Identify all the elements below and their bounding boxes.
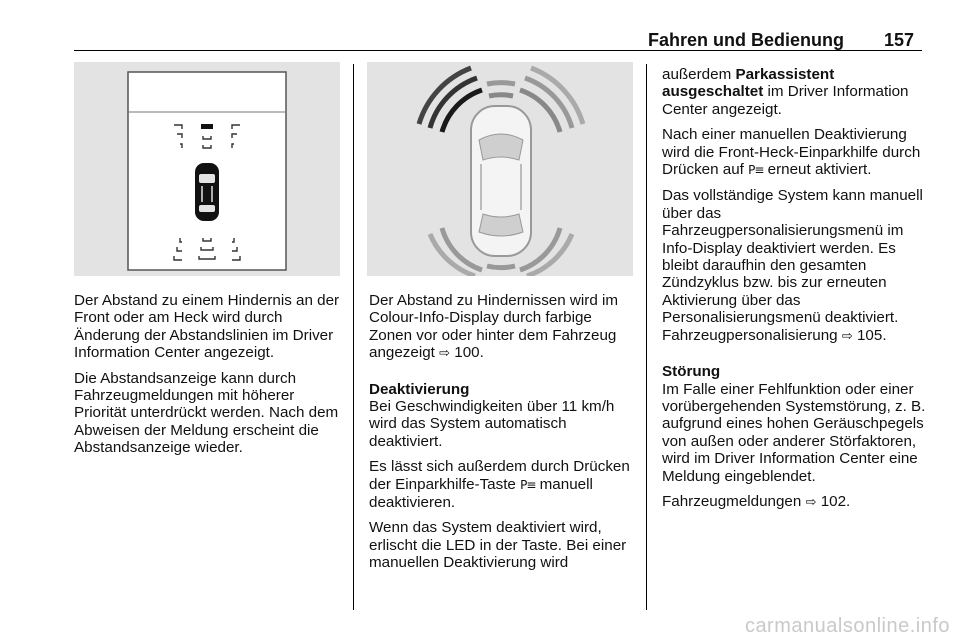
paragraph-text: Fahrzeugmeldungen xyxy=(662,492,802,510)
paragraph: Bei Geschwindigkeiten über 11 km/h wird das System automatisch deaktiviert. xyxy=(369,398,615,450)
message-text: Parkassistent ausgeschaltet xyxy=(662,66,835,101)
watermark: carmanualsonline.info xyxy=(744,615,950,637)
cross-reference-arrow-icon: ⇨ xyxy=(841,328,853,344)
paragraph xyxy=(662,187,926,345)
cross-reference-arrow-icon: ⇨ xyxy=(439,346,451,362)
cross-reference-link[interactable]: 105. xyxy=(856,326,887,344)
section-heading-deaktivierung: Deaktivierung xyxy=(369,380,470,398)
paragraph-text: außerdem xyxy=(662,66,732,83)
paragraph: Wenn das System deaktiviert wird, erlischt die LED in der Taste. Bei einer manuellen Deaktivierung wird xyxy=(369,519,627,572)
paragraph: Der Abstand zu einem Hindernis an der Front oder am Heck wird durch Änderung der Abstandslinien im Driver Information Center angezeigt. xyxy=(74,292,340,362)
column-3 xyxy=(662,66,926,519)
paragraph xyxy=(662,66,926,118)
paragraph-text: Der Abstand zu Hindernissen wird im Colour-Info-Display durch farbige Zonen vor oder hinter dem Fahrzeug angezeigt xyxy=(369,292,619,362)
park-assist-button-icon: P≡ xyxy=(748,163,764,178)
colour-info-display-figure xyxy=(367,62,633,276)
section-heading-stoerung: Störung xyxy=(662,363,721,381)
dic-parking-display-figure xyxy=(74,62,340,276)
park-assist-button-icon: P≡ xyxy=(520,477,536,492)
paragraph-text: Nach einer manuellen Deaktivierung wird die Front-Heck-Einparkhilfe durch Drücken auf xyxy=(662,126,921,179)
chapter-title: Fahren und Bedienung xyxy=(648,30,844,50)
header-rule xyxy=(74,50,922,51)
paragraph-text: manuell deaktivieren. xyxy=(369,475,593,512)
page-number: 157 xyxy=(884,30,915,50)
paragraph-text: Das vollständige System kann manuell über das Fahrzeugpersonalisierungsmenü im Info-Display deaktiviert werden. Es bleibt daraufhin den gesamten Zündzyklus bzw. bis zur erneuten Aktivierung über das Personalisierungsmenü deaktiviert. Fahrzeugpersonalisierung xyxy=(662,187,923,344)
paragraph xyxy=(369,292,637,363)
cross-reference-link[interactable]: 100. xyxy=(454,344,484,362)
paragraph: Die Abstandsanzeige kann durch Fahrzeugmeldungen mit höherer Priorität unterdrückt werden. Nach dem Abweisen der Meldung erscheint die Abstandsanzeige wieder. xyxy=(74,369,339,457)
paragraph-text: im Driver Information Center angezeigt. xyxy=(662,83,909,118)
cross-reference-arrow-icon: ⇨ xyxy=(805,494,817,510)
column-2 xyxy=(369,292,637,580)
paragraph xyxy=(369,458,637,511)
paragraph xyxy=(662,493,926,511)
cross-reference-link[interactable]: 102. xyxy=(820,492,851,510)
column-divider-2 xyxy=(646,64,647,610)
column-divider-1 xyxy=(353,64,354,610)
paragraph: Im Falle einer Fehlfunktion oder einer vorübergehenden Systemstörung, z. B. aufgrund eines hohen Geräuschpegels von außen oder anderer Störfaktoren, wird im Driver Information Center eine Meldung eingeblendet. xyxy=(662,380,926,485)
paragraph-text: Es lässt sich außerdem durch Drücken der Einparkhilfe-Taste xyxy=(369,458,630,493)
column-1 xyxy=(74,292,344,465)
dic-parking-display-illustration xyxy=(74,62,340,276)
colour-info-display-illustration xyxy=(367,62,633,276)
paragraph-text: erneut aktiviert. xyxy=(767,161,872,179)
paragraph xyxy=(662,126,926,179)
